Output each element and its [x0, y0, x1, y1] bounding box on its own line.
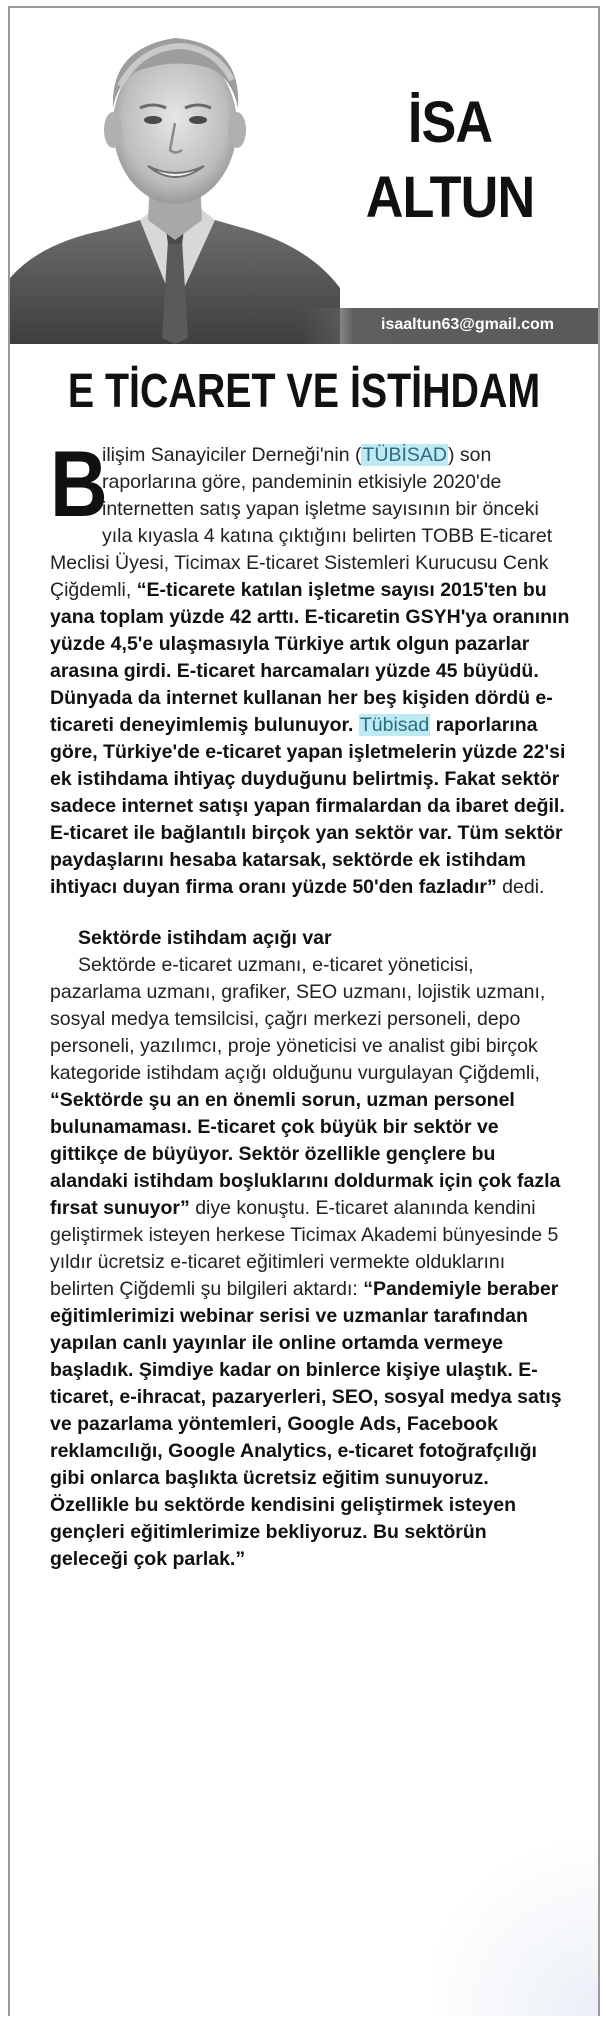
- author-first-name: İSA: [407, 90, 493, 155]
- highlight-tubisad: TÜBİSAD: [362, 444, 447, 466]
- paragraph-2: [50, 952, 570, 1573]
- column-header: [10, 8, 598, 348]
- p1-quote-a: “E-ticarete katılan işletme sayısı 2015'ten bu yana toplam yüzde 42 arttı. E-ticaretin GSYH'ya oranının yüzde 4,5'e ulaşmasıyla Türkiye artık olgun pazarlar arasına girdi. E-ticaret harcamaları yüzde 45 büyüdü. Dünyada da internet kullanan her beş kişiden dördü e-ticareti deneyimlemiş bulunuyor.: [50, 579, 570, 736]
- drop-cap: B: [50, 431, 108, 536]
- section-subheading: Sektörde istihdam açığı var: [78, 927, 332, 949]
- article-body: [50, 431, 570, 1573]
- p1-text-c: dedi.: [496, 876, 545, 898]
- paragraph-1: [50, 431, 570, 901]
- author-last-name: ALTUN: [365, 165, 535, 230]
- p1-text-a: ilişim Sanayiciler Derneği'nin (: [102, 444, 362, 466]
- p2-text-b: diye konuştu. E-ticaret alanında kendini geliştirmek isteyen herkese Ticimax Akademi bünyesinde 5 yıldır ücretsiz e-ticaret eğitimleri vermekte olduklarını belirten Çiğdemli şu bilgileri aktardı:: [50, 1197, 559, 1300]
- newspaper-column: [8, 6, 600, 2016]
- p1-text-b: ) son raporlarına göre, pandeminin etkisiyle 2020'de internetten satış yapan işletme sayısının bir önceki yıla kıyasla 4 katına çıktığını belirten TOBB E-ticaret Meclisi Üyesi, Ticimax E-ticaret Sistemleri Kurucusu Cenk Çiğdemli,: [50, 444, 553, 601]
- article-headline: E TİCARET VE İSTİHDAM: [67, 365, 541, 418]
- author-email[interactable]: isaaltun63@gmail.com: [381, 316, 554, 333]
- author-portrait: [10, 8, 340, 344]
- decorative-fade: [438, 1816, 598, 2016]
- p2-text-a: Sektörde e-ticaret uzmanı, e-ticaret yöneticisi, pazarlama uzmanı, grafiker, SEO uzmanı, lojistik uzmanı, sosyal medya temsilcisi, çağrı merkezi personeli, depo personeli, yazılımcı, proje yöneticisi ve analist gibi birçok kategoride istihdam açığı olduğunu vurgulayan Çiğdemli,: [50, 954, 546, 1084]
- p2-quote-a: “Sektörde şu an en önemli sorun, uzman personel bulunamaması. E-ticaret çok büyük bir sektör ve gittikçe de büyüyor. Sektör özellikle gençlere bu alandaki istihdam boşluklarını doldurmak için çok fazla fırsat sunuyor”: [50, 1089, 561, 1219]
- highlight-tubisad-2: Tübisad: [359, 714, 430, 736]
- p2-quote-b: “Pandemiyle beraber eğitimlerimizi webinar serisi ve uzmanlar tarafından yapılan canlı yayınlar ile online ortamda vermeye başladık. Şimdiye kadar on binlerce kişiye ulaştık. E-ticaret, e-ihracat, pazaryerleri, SEO, sosyal medya satış ve pazarlama yöntemleri, Google Ads, Facebook reklamcılığı, Google Analytics, e-ticaret fotoğrafçılığı gibi onlarca başlıkta ücretsiz eğitim sunuyoruz. Özellikle bu sektörde kendisini geliştirmek isteyen gençleri eğitimlerimize bekliyoruz. Bu sektörün geleceği çok parlak.”: [50, 1278, 562, 1570]
- p1-quote-b: raporlarına göre, Türkiye'de e-ticaret yapan işletmelerin yüzde 22'si ek istihdama ihtiyaç duyduğunu belirtmiş. Fakat sektör sadece internet satışı yapan firmalardan da ibaret değil. E-ticaret ile bağlantılı birçok yan sektör var. Tüm sektör paydaşlarını hesaba katarsak, sektörde ek istihdam ihtiyacı duyan firma oranı yüzde 50'den fazladır”: [50, 714, 566, 898]
- email-band: [300, 308, 598, 344]
